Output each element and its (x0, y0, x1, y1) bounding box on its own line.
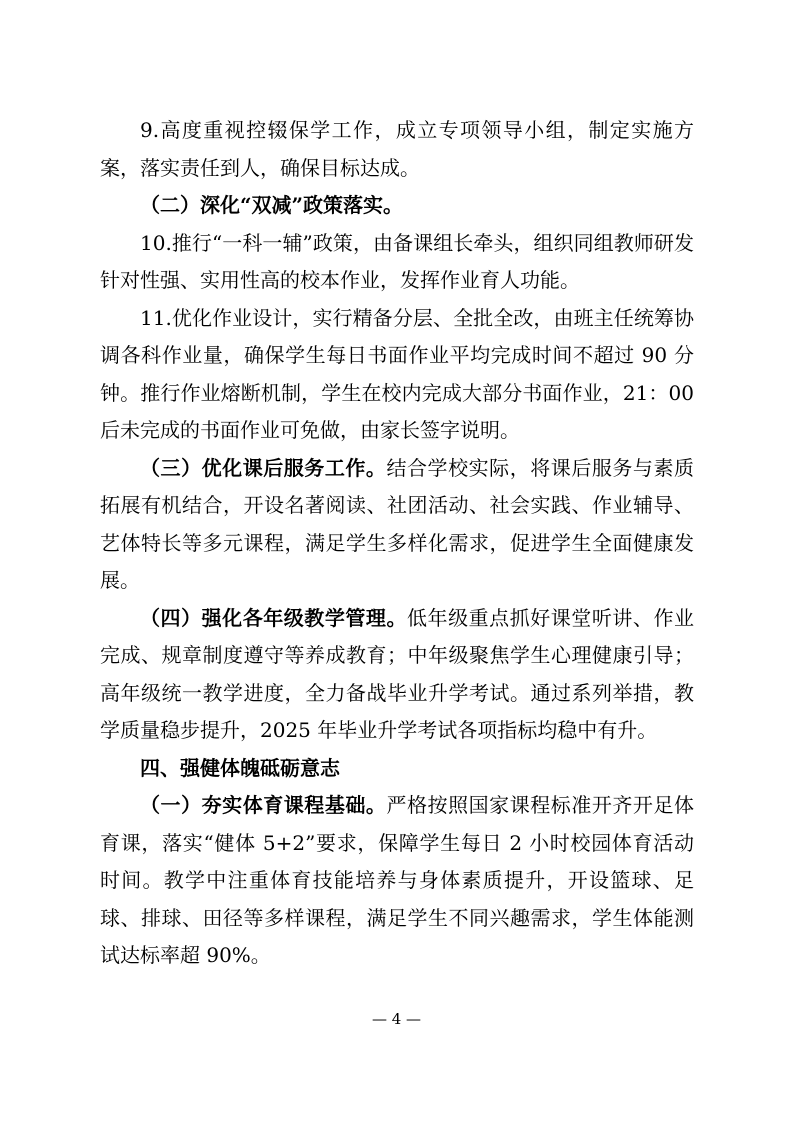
lead-grade-management: （四）强化各年级教学管理。 (140, 605, 407, 630)
paragraph-grade-management (100, 600, 694, 750)
body-pe-curriculum: 严格按照国家课程标准开齐开足体育课，落实“健体 5+2”要求，保障学生每日 2 小时校园体育活动时间。教学中注重体育技能培养与身体素质提升，开设篮球、足球、排球、田径等多样课程，满足学生不同兴趣需求，学生体能测试达标率超 90%。 (100, 793, 695, 967)
lead-after-school-service: （三）优化课后服务工作。 (140, 455, 387, 480)
paragraph-item-11: 11.优化作业设计，实行精备分层、全批全改，由班主任统筹协调各科作业量，确保学生每日书面作业平均完成时间不超过 90 分钟。推行作业熔断机制，学生在校内完成大部分书面作业，21：00 后未完成的书面作业可免做，由家长签字说明。 (100, 305, 694, 442)
paragraph-item-10: 10.推行“一科一辅”政策，由备课组长牵头，组织同组教师研发针对性强、实用性高的校本作业，发挥作业育人功能。 (100, 230, 694, 292)
body-after-school-service: 结合学校实际，将课后服务与素质拓展有机结合，开设名著阅读、社团活动、社会实践、作业辅导、艺体特长等多元课程，满足学生多样化需求，促进学生全面健康发展。 (100, 455, 695, 592)
paragraph-after-school-service (100, 450, 694, 600)
subheading-double-reduction: （二）深化“双减”政策落实。 (140, 193, 404, 217)
paragraph-item-9: 9.高度重视控辍保学工作，成立专项领导小组，制定实施方案，落实责任到人，确保目标达成。 (100, 118, 694, 180)
paragraph-pe-curriculum (100, 787, 694, 975)
section-heading-physical: 四、强健体魄砥砺意志 (140, 755, 340, 780)
body-grade-management: 低年级重点抓好课堂听讲、作业完成、规章制度遵守等养成教育；中年级聚焦学生心理健康引导；高年级统一教学进度，全力备战毕业升学考试。通过系列举措，教学质量稳步提升，2025 年毕业升学考试各项指标均稳中有升。 (100, 605, 694, 742)
document-body (100, 112, 694, 975)
page-number: — 4 — (371, 1010, 422, 1028)
lead-pe-curriculum: （一）夯实体育课程基础。 (140, 793, 387, 817)
